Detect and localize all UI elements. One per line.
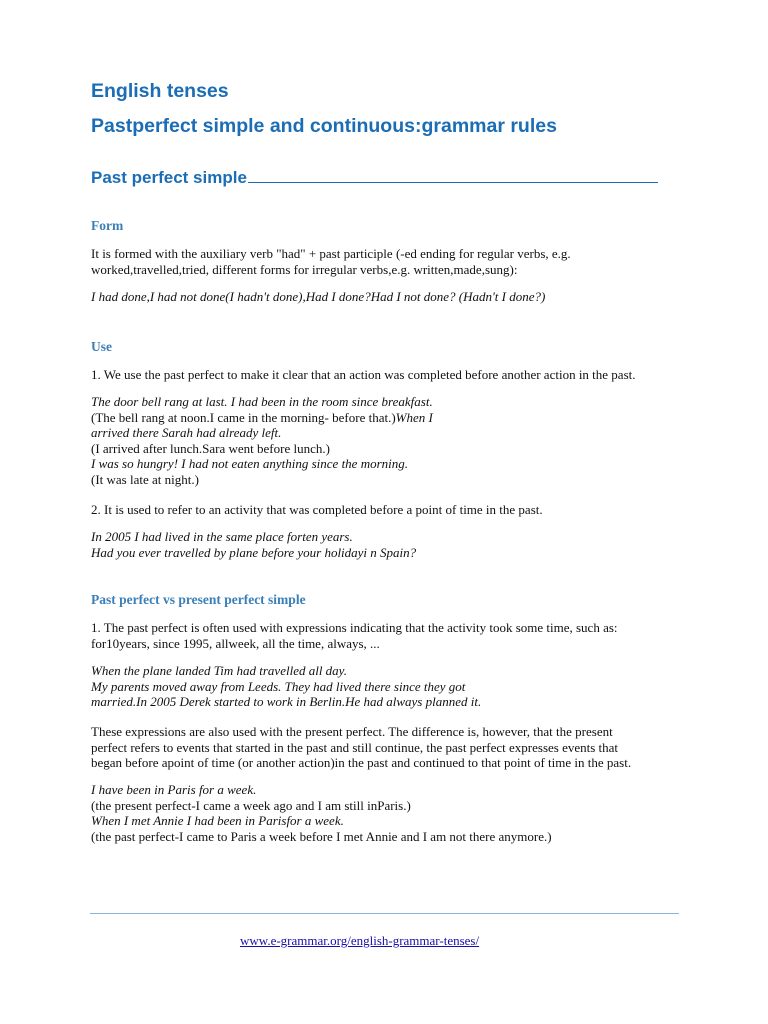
example-line: arrived there Sarah had already left. <box>91 425 282 440</box>
document-subtitle: Pastperfect simple and continuous:grammar rules <box>91 115 557 137</box>
example-line <box>91 410 691 426</box>
text-line: for10years, since 1995, allweek, all the time, always, ... <box>91 635 380 651</box>
vs-examples-1 <box>91 663 691 710</box>
use-examples-2 <box>91 529 691 560</box>
form-paragraph <box>91 246 691 277</box>
example-plain: (The bell rang at noon.I came in the morning- before that.) <box>91 409 396 425</box>
vs-rule-1 <box>91 620 691 651</box>
document-title: English tenses <box>91 80 229 102</box>
example-line: married.In 2005 Derek started to work in Berlin.He had always planned it. <box>91 694 482 709</box>
form-example <box>91 289 691 305</box>
example-line: (the present perfect-I came a week ago and I am still inParis.) <box>91 797 411 813</box>
vs-examples-2 <box>91 782 691 844</box>
vs-heading: Past perfect vs present perfect simple <box>91 592 306 607</box>
use-rule-2 <box>91 502 691 518</box>
text-line: 2. It is used to refer to an activity that was completed before a point of time in the past. <box>91 502 543 517</box>
text-line: began before apoint of time (or another action)in the past and continued to that point of time in the past. <box>91 755 632 770</box>
example-line: When I met Annie I had been in Parisfor a week. <box>91 813 344 828</box>
example-italic: When I <box>395 409 433 425</box>
text-line: These expressions are also used with the present perfect. The difference is, however, that the present <box>91 724 613 739</box>
section-heading-text: Past perfect simple <box>91 168 247 187</box>
footer-divider <box>90 913 679 914</box>
heading-underline <box>248 168 658 183</box>
footer-link[interactable]: www.e-grammar.org/english-grammar-tenses/ <box>240 933 480 948</box>
example-line: (the past perfect-I came to Paris a week before I met Annie and I am not there anymore.) <box>91 828 552 844</box>
use-rule-1 <box>91 367 691 383</box>
example-line: The door bell rang at last. I had been in the room since breakfast. <box>91 394 433 409</box>
example-line: (It was late at night.) <box>91 471 199 487</box>
text-line: It is formed with the auxiliary verb "had" + past participle (-ed ending for regular verbs, e.g. <box>91 246 571 261</box>
example-line: Had you ever travelled by plane before your holidayi n Spain? <box>91 544 417 560</box>
example-line: I had done,I had not done(I hadn't done),Had I done?Had I not done? (Hadn't I done?) <box>91 289 546 304</box>
text-line: 1. The past perfect is often used with expressions indicating that the activity took some time, such as: <box>91 620 618 635</box>
form-heading: Form <box>91 218 124 233</box>
text-line: perfect refers to events that started in the past and still continue, the past perfect expresses events that <box>91 739 619 755</box>
text-line: worked,travelled,tried, different forms for irregular verbs,e.g. written,made,sung): <box>91 261 518 277</box>
text-line: 1. We use the past perfect to make it clear that an action was completed before another action in the past. <box>91 367 636 382</box>
use-examples-1 <box>91 394 691 487</box>
example-line: When the plane landed Tim had travelled all day. <box>91 663 347 678</box>
example-line: I have been in Paris for a week. <box>91 782 257 797</box>
section-heading-past-perfect-simple <box>91 167 658 189</box>
example-line: In 2005 I had lived in the same place forten years. <box>91 529 353 544</box>
vs-paragraph <box>91 724 691 771</box>
use-heading: Use <box>91 339 112 354</box>
example-line: I was so hungry! I had not eaten anything since the morning. <box>91 456 409 471</box>
example-line: (I arrived after lunch.Sara went before lunch.) <box>91 440 330 456</box>
example-line: My parents moved away from Leeds. They had lived there since they got <box>91 678 466 694</box>
